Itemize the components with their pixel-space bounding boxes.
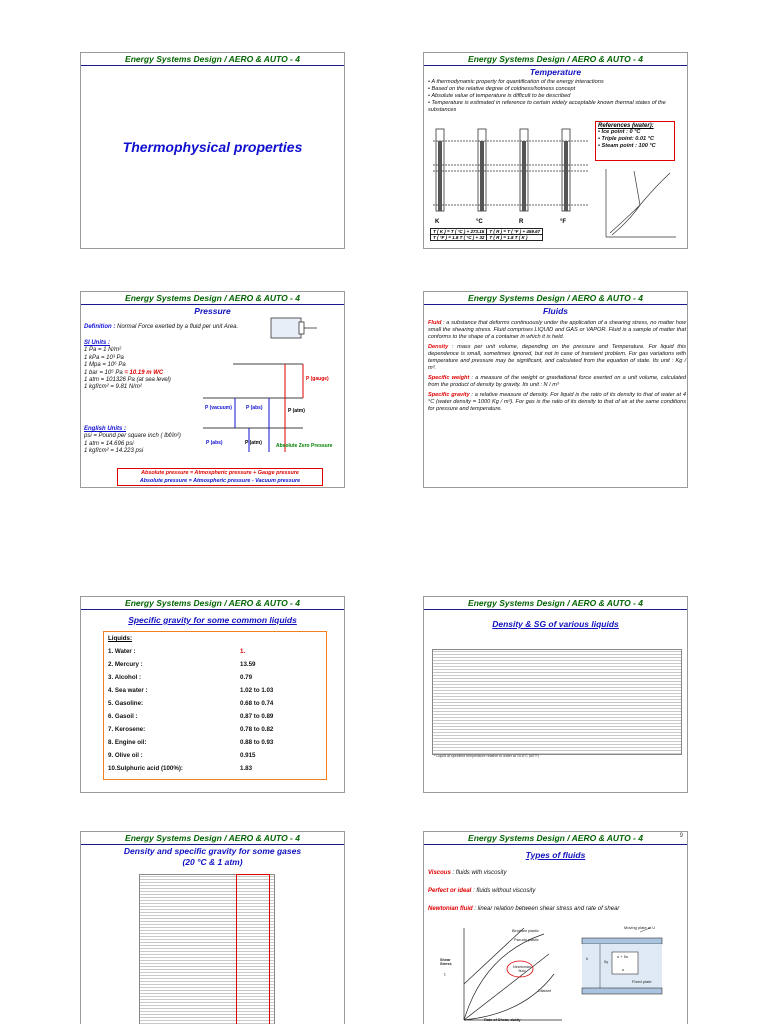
liquid-name: 9. Olive oil : xyxy=(108,752,143,759)
p-abs-label: P (abs) xyxy=(246,405,263,411)
reference-item: • Triple point: 0.01 °C xyxy=(598,136,655,142)
si-unit-line: 1 kgf/cm² = 9.81 N/m² xyxy=(84,384,142,391)
pressure-definition xyxy=(84,324,264,331)
liquid-name: 3. Alcohol : xyxy=(108,674,142,681)
shear-stress-symbol: τ xyxy=(444,972,446,977)
fixed-plate-label: Fixed plate xyxy=(632,979,652,984)
slide-pressure xyxy=(80,291,345,488)
rate-of-shear-label: Rate of Shear, du/dy xyxy=(484,1018,521,1022)
fluid-label: Fluid xyxy=(428,320,442,326)
definition-label: Definition : xyxy=(84,324,116,330)
liquid-name: 5. Gasoline: xyxy=(108,700,144,707)
p-vacuum-label: P (vacuum) xyxy=(205,405,232,411)
slide-header: Energy Systems Design / AERO & AUTO - 4 xyxy=(424,832,687,845)
moving-plate-label: Moving plate at U xyxy=(624,925,656,930)
density-definition xyxy=(428,344,686,372)
slide-subtitle: Density & SG of various liquids xyxy=(492,619,619,629)
references-title: References (water): xyxy=(598,123,654,129)
definition-text: Normal Force exerted by a fluid per unit Area. xyxy=(115,324,239,330)
phase-diagram xyxy=(600,165,680,245)
equation-vacuum: Absolute pressure = Atmospheric pressure - Vacuum pressure xyxy=(139,478,301,484)
specific-weight-definition xyxy=(428,375,686,389)
reference-text: Steam point : 100 °C xyxy=(601,143,656,149)
velocity-upper-symbol: u + δu xyxy=(617,954,629,959)
celsius-label: °C xyxy=(476,219,483,225)
liquid-value: 13.59 xyxy=(240,661,256,668)
piston-icon xyxy=(269,314,319,342)
pressure-equations-box xyxy=(117,468,323,486)
bullet-item: • Based on the relative degree of coldness/hotness concept xyxy=(428,86,576,92)
ideal-text: : fluids without viscosity xyxy=(471,888,536,894)
liquid-name: 10.Sulphuric acid (100%): xyxy=(108,765,183,772)
si-unit-line: 1 atm = 101326 Pa (at sea level) xyxy=(84,377,171,384)
slide-header: Energy Systems Design / AERO & AUTO - 4 xyxy=(424,597,687,610)
fahrenheit-label: °F xyxy=(560,219,567,225)
liquid-value: 0.915 xyxy=(240,752,256,759)
density-table-image xyxy=(432,649,682,755)
viscous-label: Viscous xyxy=(428,870,451,876)
si-unit-line: 1 Mpa = 10⁶ Pa xyxy=(84,362,126,369)
slide-header: Energy Systems Design / AERO & AUTO - 4 xyxy=(81,53,344,66)
equation-gauge: Absolute pressure = Atmospheric pressure + Gauge pressure xyxy=(141,470,299,476)
bullet-item: • Temperature is estimated in reference to certain widely acceptable known thermal states of the substances xyxy=(428,100,666,113)
si-units-title: SI Units : xyxy=(84,340,111,346)
bingham-label: Bingham plastic xyxy=(512,929,539,933)
slide-subtitle: Types of fluids xyxy=(525,850,586,860)
slide-header: Energy Systems Design / AERO & AUTO - 4 xyxy=(81,832,344,845)
absolute-zero-label: Absolute Zero Pressure xyxy=(276,443,333,449)
bullet-item: • A thermodynamic property for quantification of the energy interactions xyxy=(428,79,604,85)
fluid-definition xyxy=(428,320,686,341)
ideal-line xyxy=(428,888,535,895)
formula-cell: T ( R ) = 1.8 T ( K ) xyxy=(487,235,543,241)
liquid-value: 0.88 to 0.93 xyxy=(240,739,274,746)
fluid-text: : a substance that deforms continuously under the application of a shearing stress, no matter how small the shearing stress. Fluid comprises LIQUID and GAS or VAPOR. Fluid is a sample of matter that conforms to the shape of a container in which it is held. xyxy=(428,320,686,340)
density-table-footnote: * Liquid at specified temperature relative to water at 15.6°C (60°F) xyxy=(434,754,539,758)
slide-temperature xyxy=(423,52,688,249)
si-unit-line xyxy=(84,370,204,377)
bullet-text: A thermodynamic property for quantification of the energy interactions xyxy=(431,79,604,85)
si-unit-line: 1 Pa = 1 N/m² xyxy=(84,347,122,354)
viscous-text: : fluids with viscosity xyxy=(450,870,507,876)
formula-cell: T ( K ) = T ( °C ) + 273.15 xyxy=(431,229,487,235)
slide-subtitle: Fluids xyxy=(542,306,569,316)
page-number: 9 xyxy=(679,833,683,839)
specific-gravity-label: Specific gravity xyxy=(428,392,470,398)
slide-subtitle: Pressure xyxy=(194,306,231,316)
p-gauge-label: P (gauge) xyxy=(306,376,329,382)
liquid-name: 2. Mercury : xyxy=(108,661,143,668)
slide-types-of-fluids xyxy=(423,831,688,1024)
delta-y-symbol: δy xyxy=(604,959,609,964)
liquid-name: 6. Gasoil : xyxy=(108,713,138,720)
liquid-name: 1. Water : xyxy=(108,648,136,655)
si-unit-line: 1 kPa = 10³ Pa xyxy=(84,354,124,361)
liquid-value: 0.78 to 0.82 xyxy=(240,726,274,733)
thermometer-diagram xyxy=(428,119,598,219)
reference-text: Ice point : 0 °C xyxy=(601,129,641,135)
formula-cell: T ( °F ) = 1.8 T ( °C ) + 32 xyxy=(431,235,487,241)
rheology-graph xyxy=(454,924,564,1024)
slide-specific-gravity-liquids xyxy=(80,596,345,793)
slide-header: Energy Systems Design / AERO & AUTO - 4 xyxy=(424,53,687,66)
specific-weight-text: : a measure of the weight or gravitational force exerted on a unit volume, calculated from the product of density by gravity. Its unit : N / m³ xyxy=(428,375,686,388)
slide-density-sg-gases xyxy=(80,831,345,1024)
specific-gravity-text: : a relative measure of density. For liquid is the ratio of its density to that of water at 4 °C (water density = 1000 Kg / m³). For gas is the ratio of its density to that of air at the same conditions for pressure and temperature. xyxy=(428,392,686,412)
slide-title: Thermophysical properties xyxy=(122,139,303,155)
references-box xyxy=(595,121,675,161)
moving-plate-diagram xyxy=(580,924,664,1002)
rankine-label: R xyxy=(519,219,524,225)
plate-height-symbol: h xyxy=(586,956,589,961)
p-atm-label: P (atm) xyxy=(288,408,305,414)
newtonian-fluid-label: Newtonian fluid xyxy=(513,965,531,973)
slide-header: Energy Systems Design / AERO & AUTO - 4 xyxy=(81,597,344,610)
ideal-label: Perfect or ideal xyxy=(428,888,472,894)
pseudo-plastic-label: Pseudo plastic xyxy=(514,938,539,942)
p-abs-label-2: P (abs) xyxy=(206,440,223,446)
pressure-diagram xyxy=(193,342,343,452)
slide-subtitle: Specific gravity for some common liquids xyxy=(128,615,297,625)
liquid-name: 4. Sea water : xyxy=(108,687,148,694)
bullet-text: Absolute value of temperature is difficult to be described xyxy=(431,93,571,99)
liquids-heading: Liquids: xyxy=(108,635,133,642)
kelvin-label: K xyxy=(435,219,440,225)
slide-subtitle: Temperature xyxy=(529,67,582,77)
slide-header: Energy Systems Design / AERO & AUTO - 4 xyxy=(81,292,344,305)
reference-item: • Ice point : 0 °C xyxy=(598,129,641,135)
p-atm-label-2: P (atm) xyxy=(245,440,262,446)
specific-gravity-definition xyxy=(428,392,686,413)
density-text: : mass per unit volume, depending on the pressure and Temperature. For liquid this dependence is small, sometimes ignored, but not in case of transient problem. For gas variations with temperature and pressure may be significant, and calculated from the equation of state. Its unit : Kg / m³. xyxy=(428,344,686,371)
gas-table-highlight xyxy=(236,874,270,1024)
density-label: Density xyxy=(428,344,449,350)
english-unit-line: psi = Pound per square inch ( lbf/in²) xyxy=(84,433,181,440)
reference-item: • Steam point : 100 °C xyxy=(598,143,656,149)
si-bar-red-text: = 10.19 m WC xyxy=(122,369,164,376)
scale-labels xyxy=(432,219,592,227)
english-units-title: English Units : xyxy=(84,426,126,432)
formula-table xyxy=(430,228,543,241)
liquid-name: 8. Engine oil: xyxy=(108,739,147,746)
liquid-value: 1.02 to 1.03 xyxy=(240,687,274,694)
bullet-text: Based on the relative degree of coldness/hotness concept xyxy=(431,86,576,92)
bullet-list xyxy=(428,79,686,114)
liquid-value: 0.79 xyxy=(240,674,253,681)
fluids-text xyxy=(428,320,686,413)
liquid-name: 7. Kerosene: xyxy=(108,726,146,733)
liquid-value: 0.68 to 0.74 xyxy=(240,700,274,707)
bullet-text: Temperature is estimated in reference to certain widely acceptable known thermal states of the substances xyxy=(428,100,666,113)
slide-fluids xyxy=(423,291,688,488)
english-unit-line: 1 kgf/cm² = 14.223 psi xyxy=(84,448,144,455)
si-units xyxy=(84,340,204,392)
slide-density-sg-liquids xyxy=(423,596,688,793)
si-bar-text: 1 bar = 10⁵ Pa xyxy=(84,369,123,376)
viscous-line xyxy=(428,870,506,877)
specific-weight-label: Specific weight xyxy=(428,375,470,381)
slide-subtitle: Density and specific gravity for some gases xyxy=(123,846,302,856)
english-unit-line: 1 atm = 14.696 psi xyxy=(84,440,134,447)
english-units xyxy=(84,426,204,456)
slide-subtitle-conditions: (20 °C & 1 atm) xyxy=(182,857,243,867)
liquid-value: 1.83 xyxy=(240,765,253,772)
newtonian-line xyxy=(428,906,619,913)
liquids-sg-box xyxy=(103,631,327,780)
bullet-item: • Absolute value of temperature is difficult to be described xyxy=(428,93,571,99)
shear-stress-label: Shear Stress xyxy=(440,958,452,966)
dilatant-label: Dilatant xyxy=(538,989,551,993)
liquid-value: 0.87 to 0.89 xyxy=(240,713,274,720)
velocity-lower-symbol: u xyxy=(622,967,625,972)
newtonian-label: Newtonian fluid xyxy=(428,906,473,912)
slide-header: Energy Systems Design / AERO & AUTO - 4 xyxy=(424,292,687,305)
newtonian-text: : linear relation between shear stress and rate of shear xyxy=(472,906,620,912)
formula-cell: T ( R ) = T ( °F ) + 459.67 xyxy=(487,229,543,235)
liquid-value: 1. xyxy=(240,648,246,655)
reference-text: Triple point: 0.01 °C xyxy=(601,136,655,142)
slide-thermophysical-title xyxy=(80,52,345,249)
